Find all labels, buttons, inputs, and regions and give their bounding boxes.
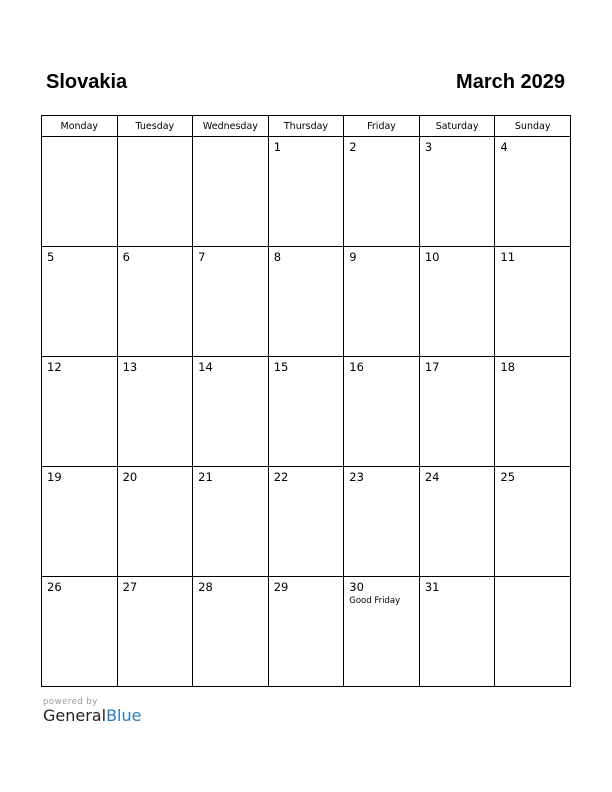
day-number: 21 [198,470,213,484]
day-cell [42,467,118,577]
day-cell [193,577,269,687]
day-cell [117,247,193,357]
day-cell [495,247,571,357]
day-number [495,577,570,580]
month-year-title: March 2029 [456,71,565,93]
footer-branding [43,697,141,725]
day-cell [193,247,269,357]
day-cell [419,577,495,687]
day-number: 6 [122,250,130,264]
holiday-label: Good Friday [349,596,401,606]
day-number: 26 [47,580,62,594]
day-number: 2 [349,140,357,154]
day-number: 7 [198,250,206,264]
day-number: 1 [273,140,282,154]
weekday-header: Sunday [495,116,571,137]
day-number: 27 [122,580,138,594]
week-row [42,247,571,357]
weekday-header: Thursday [268,116,344,137]
country-title: Slovakia [46,71,128,93]
day-cell [344,577,420,687]
day-cell [344,137,420,247]
day-cell [42,577,118,687]
weekday-header: Saturday [419,116,495,137]
day-number: 17 [424,360,440,374]
day-number: 5 [47,250,55,264]
day-number: 11 [500,250,516,264]
day-number: 18 [500,360,516,374]
day-cell [268,247,344,357]
day-cell [193,467,269,577]
weekday-header: Wednesday [193,116,269,137]
day-number: 4 [500,140,508,154]
day-cell [193,357,269,467]
calendar-grid [41,115,571,687]
day-cell [268,357,344,467]
day-cell [419,137,495,247]
day-number: 23 [349,470,364,484]
day-cell [42,137,118,247]
day-cell [117,357,193,467]
day-cell [495,577,571,687]
day-number: 31 [424,580,440,594]
day-cell [268,467,344,577]
powered-by-label: powered by [43,697,98,707]
day-cell [344,247,420,357]
day-number: 16 [349,360,364,374]
brand-general: General [43,706,107,725]
week-row [42,467,571,577]
day-number: 13 [122,360,138,374]
day-cell [344,467,420,577]
day-number: 15 [273,360,289,374]
day-number: 12 [47,360,62,374]
day-cell [268,577,344,687]
weekday-header: Monday [42,116,118,137]
weekday-header: Friday [344,116,420,137]
day-number: 22 [273,470,289,484]
day-cell [42,357,118,467]
day-cell [193,137,269,247]
day-number: 14 [198,360,213,374]
day-number: 30 [349,580,364,594]
day-cell [419,357,495,467]
day-cell [419,247,495,357]
day-number: 19 [47,470,62,484]
day-number [118,137,193,140]
week-row [42,137,571,247]
day-number: 29 [273,580,289,594]
day-cell [495,467,571,577]
day-cell [117,577,193,687]
day-cell [117,467,193,577]
day-cell [419,467,495,577]
week-row [42,357,571,467]
day-number [193,137,268,140]
day-number [42,137,117,140]
day-number: 28 [198,580,213,594]
day-number: 10 [424,250,440,264]
weekday-header: Tuesday [117,116,193,137]
day-cell [495,137,571,247]
brand-blue: Blue [106,706,142,725]
day-number: 25 [500,470,516,484]
day-number: 24 [424,470,440,484]
day-cell [268,137,344,247]
day-number: 9 [349,250,357,264]
day-number: 8 [273,250,282,264]
day-cell [42,247,118,357]
day-cell [344,357,420,467]
weekday-header-row [42,116,571,137]
week-row [42,577,571,687]
generalblue-logo [43,706,141,725]
day-number: 3 [424,140,433,154]
day-cell [117,137,193,247]
day-number: 20 [122,470,138,484]
day-cell [495,357,571,467]
